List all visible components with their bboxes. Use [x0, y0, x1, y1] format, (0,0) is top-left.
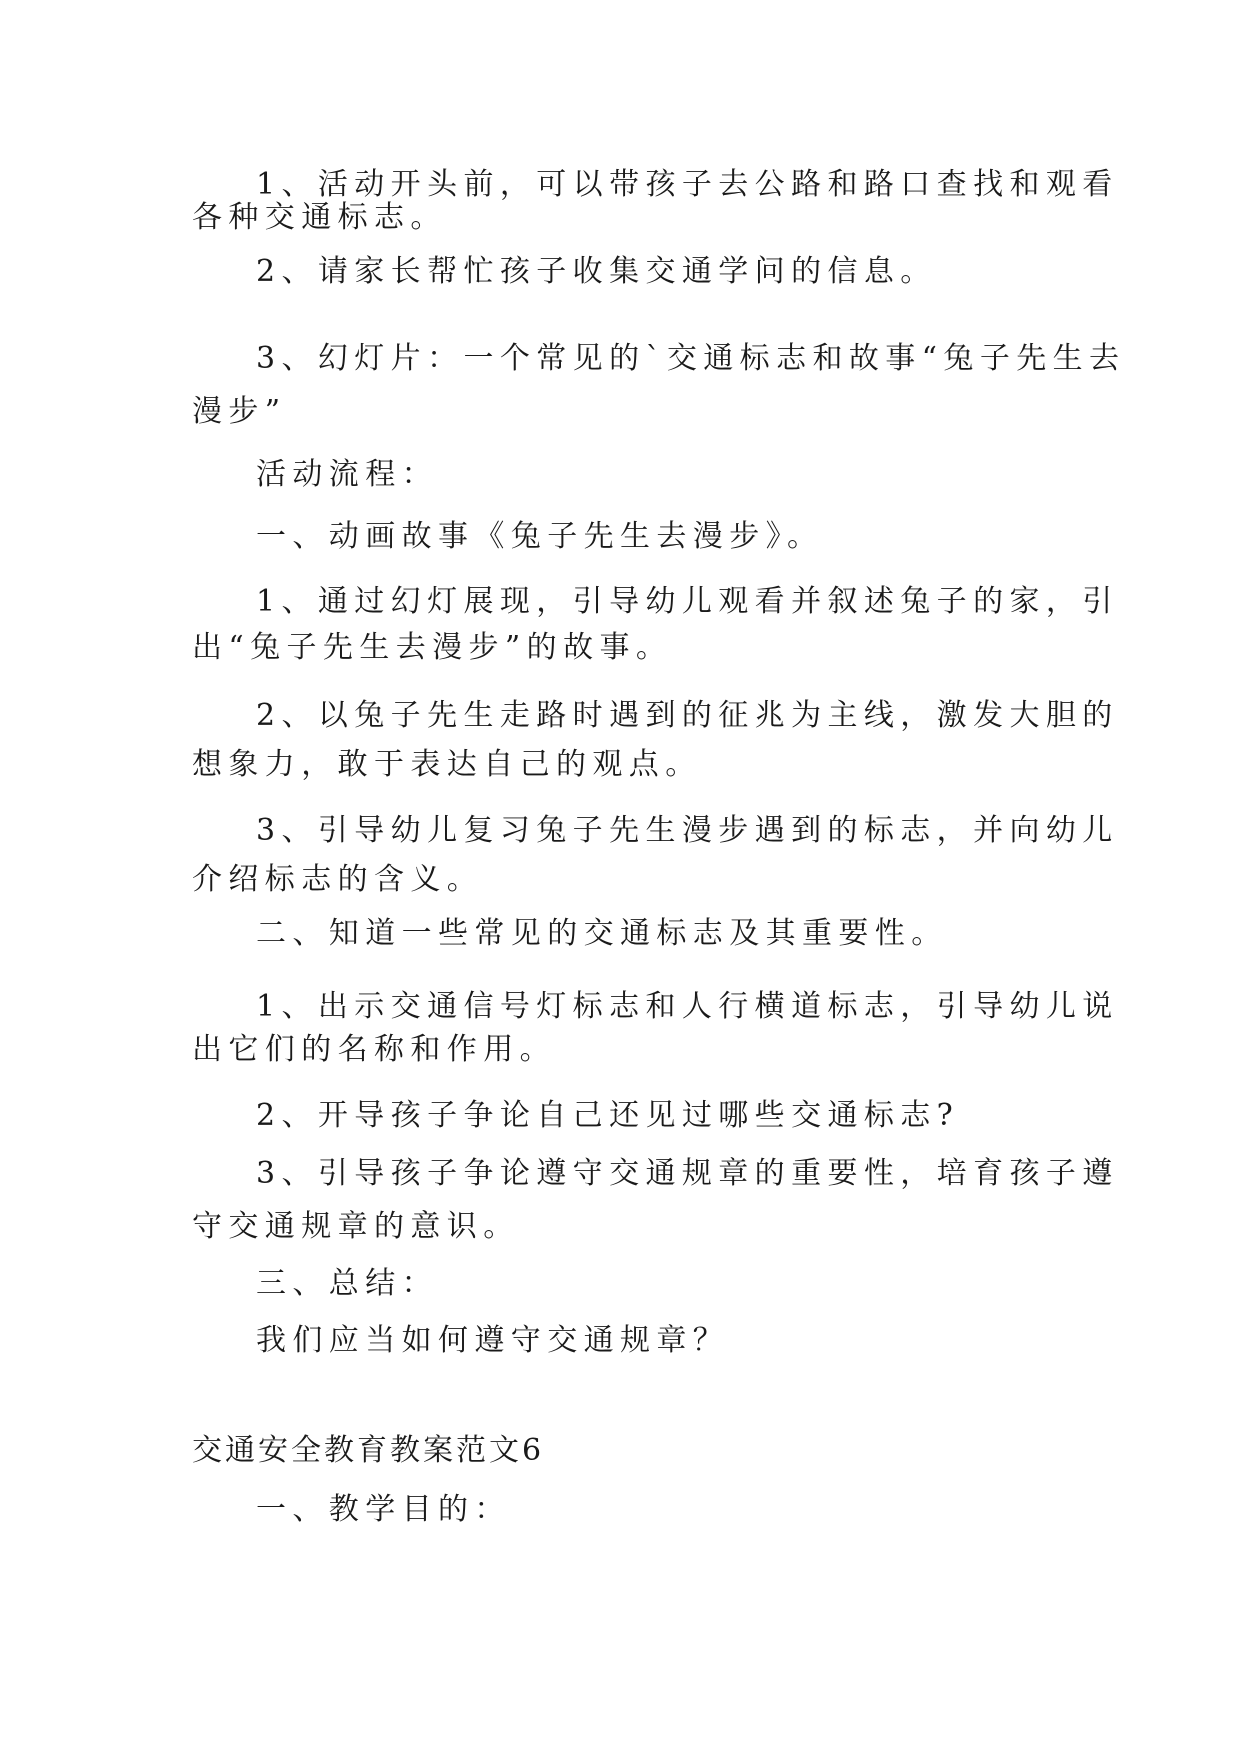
- paragraph-line: 漫步”: [192, 394, 287, 429]
- section-heading: 一、动画故事《兔子先生去漫步》。: [256, 519, 824, 554]
- section-heading: 三、总结：: [256, 1266, 438, 1301]
- paragraph-line: 3、引导幼儿复习兔子先生漫步遇到的标志，并向幼儿: [256, 813, 1119, 848]
- paragraph-line: 各种交通标志。: [192, 200, 447, 235]
- paragraph-line: 出它们的名称和作用。: [192, 1032, 556, 1067]
- paragraph-line: 1、出示交通信号灯标志和人行横道标志，引导幼儿说: [256, 989, 1119, 1024]
- section-label: 活动流程：: [256, 457, 438, 492]
- paragraph-line: 我们应当如何遵守交通规章？: [256, 1323, 730, 1358]
- paragraph-line: 3、幻灯片：一个常见的`交通标志和故事“兔子先生去: [256, 341, 1126, 376]
- paragraph-line: 2、开导孩子争论自己还见过哪些交通标志?: [256, 1098, 960, 1133]
- paragraph-line: 2、请家长帮忙孩子收集交通学问的信息。: [256, 254, 937, 289]
- paragraph-line: 守交通规章的意识。: [192, 1209, 520, 1244]
- section-heading: 一、教学目的：: [256, 1492, 511, 1527]
- paragraph-line: 出“兔子先生去漫步”的故事。: [192, 630, 673, 665]
- paragraph-line: 1、活动开头前，可以带孩子去公路和路口查找和观看: [256, 167, 1119, 202]
- section-heading: 二、知道一些常见的交通标志及其重要性。: [256, 916, 948, 951]
- document-title: 交通安全教育教案范文6: [192, 1433, 545, 1468]
- paragraph-line: 想象力，敢于表达自己的观点。: [192, 747, 702, 782]
- paragraph-line: 1、通过幻灯展现，引导幼儿观看并叙述兔子的家，引: [256, 584, 1119, 619]
- paragraph-line: 2、以兔子先生走路时遇到的征兆为主线，激发大胆的: [256, 698, 1119, 733]
- paragraph-line: 3、引导孩子争论遵守交通规章的重要性，培育孩子遵: [256, 1156, 1119, 1191]
- paragraph-line: 介绍标志的含义。: [192, 862, 484, 897]
